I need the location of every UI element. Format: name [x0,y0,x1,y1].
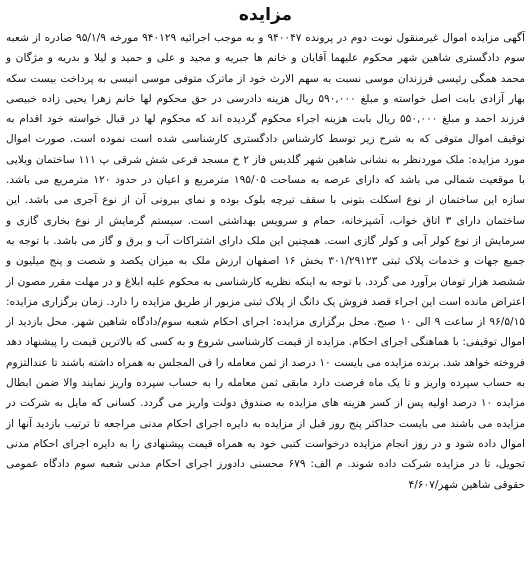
notice-page [6,4,525,572]
notice-title: مزایده [238,5,293,25]
notice-paragraph: آگهی مزایده اموال غیرمنقول نوبت دوم در پرونده ۹۴۰۰۴۷ و به موجب اجرائیه ۹۴۰۱۲۹ مورخه ۹۵/۱/۹ صادره از شعبه سوم دادگستری شاهین شهر محکوم علیهما آقایان و خانم ها جبریه و مجید و علی و حمید و لیلا و بدریه و مژگان و محمد همگی رئیسی فرزندان موسی نسبت به سهم الارث خود از ماترک متوفی موسی انیسی به پرداخت بیست سکه بهار آزادی بابت اصل خواسته و مبلغ ۵۹۰,۰۰۰ ریال هزینه دادرسی در حق محکوم لها خانم زهرا یحیی زاده خبیصی فرزند احمد و مبلغ ۵۵۰,۰۰۰ ریال بابت هزینه اجراء محکوم گردیده اند که محکوم لها در قبال خواسته خود اقدام به توقیف اموال متوفی که به شرح زیر توسط کارشناس دادگستری کارشناسی شده است نموده است. صورت اموال مورد مزایده: ملک موردنظر به نشانی شاهین شهر گلدیس فاز ۲ خ مسجد فرعی شش شرقی پ ۱۱۱ ساختمان ویلایی با موقعیت شمالی می باشد که دارای عرصه به مساحت ۱۹۵/۰۵ مترمربع و اعیان در حدود ۱۲۰ مترمربع می باشد. سازه این ساختمان از نوع اسکلت بتونی با سقف تیرچه بلوک بوده و نمای بیرونی آن از نوع آجری می باشد. این ساختمان دارای ۳ اتاق خواب، آشپزخانه، حمام و سرویس بهداشتی است. سیستم گرمایش از نوع بخاری گازی و سرمایش از نوع کولر آبی و کولر گازی است. همچنین این ملک دارای اشتراکات آب و برق و گاز می باشد. با توجه به جمیع جهات و خدمات پلاک ثبتی ۳۰۱/۲۹۱۲۳ بخش ۱۶ اصفهان ارزش ملک به میزان یکصد و شصت و پنج میلیون و ششصد هزار تومان برآورد می گردد. با توجه به اینکه نظریه کارشناسی به محکوم علیه ابلاغ و در مهلت مقرر مصون از اعتراض مانده است این اجراء قصد فروش یک دانگ از پلاک ثبتی مزبور از طریق مزایده را دارد. زمان برگزاری مزایده: ۹۶/۵/۱۵ از ساعت ۹ الی ۱۰ صبح. محل برگزاری مزایده: اجرای احکام شعبه سوم/دادگاه شاهین شهر. محل بازدید از اموال توقیفی: با هماهنگی اجرای احکام. مزایده از قیمت کارشناسی شروع و به کسی که بالاترین قیمت را پیشنهاد دهد فروخته خواهد شد. برنده مزایده می بایست ۱۰ درصد از ثمن معامله را فی المجلس به همراه داشته باشند تا عندالتزوم به حساب سپرده واریز و تا یک ماه فرصت دارد مابقی ثمن معامله را به حساب سپرده واریز نمایند والا ضمن ابطال مزایده ۱۰ درصد اولیه پس از کسر هزینه های مزایده به صندوق دولت واریز می گردد. کسانی که مایل به شرکت در مزایده می باشند می بایست حداکثر پنج روز قبل از مزایده به دایره اجرای احکام مدنی مراجعه تا ترتیب بازدید آنها از اموال داده شود و در روز انجام مزایده درخواست کتبی خود به همراه قیمت پیشنهادی را به دایره اجرای احکام مدنی تحویل، تا در مزایده شرکت داده شوند. م الف: ۶۷۹ محسنی دادورز اجرای احکام مدنی شعبه سوم دادگاه عمومی حقوقی شاهین شهر/۴/۶۰۷ [6,32,526,491]
notice-body [6,28,525,495]
